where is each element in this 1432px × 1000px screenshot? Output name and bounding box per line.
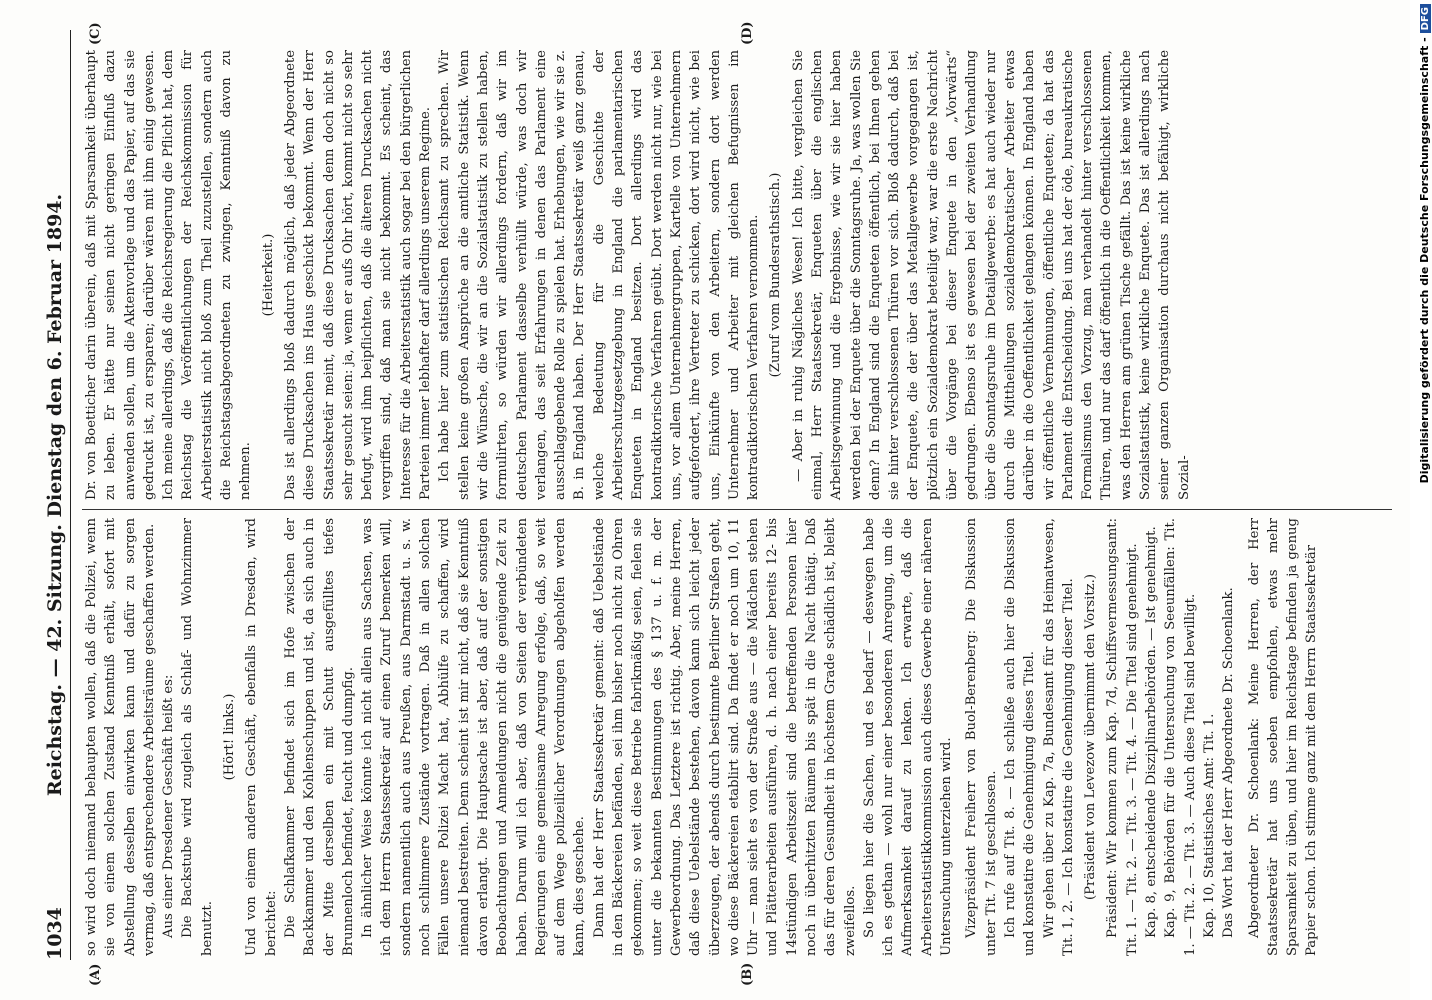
paragraph: Aus einer Dresdener Geschäft heißt es: bbox=[161, 674, 177, 938]
page-number: 1034 bbox=[44, 907, 66, 960]
paragraph: Und von einem anderen Geschäft, ebenfalls in Dresden, wird berichtet: bbox=[244, 518, 279, 956]
dfg-credit bbox=[1418, 4, 1432, 704]
quote: Die Schlafkammer befindet sich im Hofe zwischen der Backkammer und den Kohlenschuppen und ist, da sich auch in der Mitte derselben ein mit Schutt ausgefülltes tiefes Brunnenloch befindet, feucht und dumpfig. bbox=[282, 518, 356, 956]
page-header bbox=[30, 30, 71, 960]
running-title: Reichstag. — 42. Sitzung. Dienstag den 6. Februar 1894. bbox=[44, 193, 66, 797]
paragraph: so wird doch niemand behaupten wollen, daß die Polizei, wenn sie von einem solchen Zustand Kenntniß erhält, sofort mit Abstellung desselben einwirken kann und dafür zu sorgen vermag, daß entsprechendere Arbeitsräume geschaffen werden. bbox=[84, 518, 157, 956]
paragraph: Kap. 9, Behörden für die Untersuchung von Seeunfällen: Tit. 1. — Tit. 2. — Tit. 3. — Auch diese Titel sind bewilligt. bbox=[1163, 518, 1198, 956]
speaker-paragraph: Abgeordneter Dr. Schoenlank: Meine Herren, der Herr Staatssekretär hat uns soeben empfohlen, etwas mehr Sparsamkeit zu üben, und hier im Reichstage befinden ja genug Papier schon. Ich stimme ganz mit dem Herrn Staatssekretär bbox=[1246, 518, 1320, 956]
speaker-paragraph: Vizepräsident Freiherr von Buol-Berenberg: Die Diskussion unter Tit. 7 ist geschlossen. bbox=[964, 518, 999, 956]
paragraph: Ich rufe auf Tit. 8. — Ich schließe auch hier die Diskussion und konstatire die Genehmigung dieses Titel. bbox=[1002, 518, 1038, 956]
interjection: (Hört! links.) bbox=[222, 693, 238, 781]
speaker-paragraph: Präsident: Wir kommen zum Kap. 7d, Schiffsvermessungsamt: Tit. 1. — Tit. 2. — Tit. 3. — Tit. 4. — Die Titel sind genehmigt. bbox=[1105, 518, 1140, 956]
left-column bbox=[82, 518, 1392, 956]
paragraph: Wir gehen über zu Kap. 7a, Bundesamt für das Heimatwesen, Tit. 1, 2. — Ich konstatire die Genehmigung dieser Titel. bbox=[1041, 518, 1076, 956]
footer bbox=[1410, 0, 1430, 1000]
right-column bbox=[82, 50, 1392, 500]
paragraph: Dr. von Boetticher darin überein, daß mit Sparsamkeit überhaupt zu leben. Er hätte nur seinen nicht geringen Einfluß dazu anwenden sollen, um die Aktenvorlage und das Papier, auf das sie gedruckt ist, zu ersparen; darüber wären mit ihm einig gewesen. Ich meine allerdings, daß die Reichsregierung die Pflicht hat, dem Reichstag die Veröffentlichungen der Reichskommission für Arbeiterstatistik nicht bloß zum Theil zuzustellen, sondern auch die Reichstagsabgeordneten zu zwingen, Kenntniß davon zu nehmen. bbox=[84, 50, 254, 500]
paragraph: So liegen hier die Sachen, und es bedarf — deswegen habe ich es gethan — wohl nur einer besonderen Anregung, um die Aufmerksamkeit darauf zu lenken. Ich erwarte, daß die Arbeiterstatistikkommission auch dieses Gewerbe einer näheren Untersuchung unterziehen wird. bbox=[861, 518, 955, 956]
quote: Die Backstube wird zugleich als Schlaf- und Wohnzimmer benutzt. bbox=[180, 518, 215, 956]
margin-mark-a: (A) bbox=[88, 963, 103, 986]
paragraph: Dann hat der Herr Staatssekretär gemeint: daß Uebelstände in den Bäckereien befänden, sei ihm bisher noch nicht zu Ohren gekommen; so weit diese Betriebe fabrikmäßig seien, fielen sie unter die bekannten Bestimmungen des § 137 u. f. m. der Gewerbeordnung. Das Letztere ist richtig. Aber, meine Herren, daß diese Uebelstände bestehen, davon kann sich leicht jeder überzeugen, der abends durch bestimmte Berliner Straßen geht, wo diese Bäckereien etablirt sind. Da findet er noch um 10, 11 Uhr — man sieht es von der Straße aus — die Mädchen stehen und Plätterarbeiten ausführen, d. h. nach einer bereits 12- bis 14stündigen Arbeitszeit sind die betreffenden Personen hier noch in überhitzten Räumen bis spät in die Nacht thätig. Daß das für deren Gesundheit in höchstem Grade schädlich ist, bleibt zweifellos. bbox=[591, 518, 858, 956]
margin-mark-c: (C) bbox=[88, 22, 103, 45]
paragraph: Kap. 10, Statistisches Amt: Tit. 1. bbox=[1201, 713, 1217, 938]
interjection: (Zuruf vom Bundesrathstisch.) bbox=[768, 172, 784, 378]
paragraph: — Aber in ruhig Nägliches Wesen! Ich bitte, vergleichen Sie einmal, Herr Staatssekretär, Enqueten über die englischen Arbeitsgewinnung und die Ergebnisse, wie wir sie hier haben werden bei der Enquete über die Sonntagsruhe. Ja, was wollen Sie denn? In England sind die Enqueten öffentlich, bei Ihnen gehen sie hinter verschlossenen Thüren vor sich. Bloß dadurch, daß bei der Enquete, die der über das Metallgewerbe vorgegangen ist, plötzlich ein Sozialdemokrat beteiligt war, war die erste Nachricht über die Vorgänge bei dieser Enquete in den „Vorwärts“ gedrungen. Ebenso ist es gewesen bei der zweiten Verhandlung über die Sonntagsruhe im Detailgewerbe: es hat auch wieder nur durch die Mittheilungen sozialdemokratischer Arbeiter etwas darüber in die Oeffentlichkeit gelangen können. In England haben wir öffentliche Vernehmungen, öffentliche Enqueten; da hat das Parlament die Entscheidung. Bei uns hat der öde, bureaukratische Formalismus den Vorzug, man verhandelt hinter verschlossenen Thüren, und nur das darf öffentlich in die Oeffentlichkeit kommen, was den Herren am grünen Tische gefällt. Das ist keine wirkliche Sozialstatistik, keine wirkliche Enquete. Das ist allerdings nach seiner ganzen Organisation durchaus nicht befähigt, wirkliche Sozial- bbox=[790, 50, 1192, 500]
interjection: (Heiterkeit.) bbox=[260, 233, 276, 317]
paragraph: Kap. 8, entscheidende Disziplinarbehörden. — Ist genehmigt. bbox=[1144, 526, 1160, 938]
paragraph: Das Wort hat der Herr Abgeordnete Dr. Schoenlank. bbox=[1221, 587, 1237, 938]
paragraph: Das ist allerdings bloß dadurch möglich, daß jeder Abgeordnete diese Drucksachen ins Haus geschickt bekommt. Wenn der Herr Staatssekretär meint, daß diese Drucksachen denn doch nicht so sehr gesucht seien: ja, wenn er aufs Ohr hört, kommt nicht so sehr befugt, wird ihm beipflichten, daß die älteren Drucksachen nicht vergriffen sind, daß man sie nicht bekommt. Es scheint, das Interesse für die Arbeiterstatistik auch sogar bei den bürgerlichen Parteien immer lebhafter darf allerdings unserem Regime. bbox=[282, 50, 434, 500]
stage-direction: (Präsident von Levezow übernimmt den Vorsitz.) bbox=[1083, 574, 1099, 900]
margin-mark-b: (B) bbox=[740, 962, 755, 986]
margin-mark-d: (D) bbox=[740, 21, 755, 45]
credit-text: Digitalisierung gefördert durch die Deutsche Forschungsgemeinschaft - bbox=[1418, 37, 1431, 484]
paragraph: Ich habe hier zum statistischen Reichsamt zu sprechen. Wir stellen keine großen Ansprüche an die amtliche Statistik. Wenn wir die Wünsche, die wir an die Sozialstatistik zu stellen haben, formulirten, so würden wir allerdings fordern, daß wir im deutschen Parlament dasselbe verhüllt würde, was doch wir verlangen, das seit Erfahrungen in denen das Parlament eine ausschlaggebende Rolle zu spielen hat. Erhebungen, wie wir sie z. B. in England haben. Der Herr Staatssekretär weiß ganz genau, welche Bedeutung für die Geschichte der Arbeiterschutzgesetzgebung in England die parlamentarischen Enqueten in England besitzen. Dort allerdings wird das kontradiktorische Verfahren geübt. Dort werden nicht nur, wie bei uns, vor allem Unternehmergruppen, Kartelle von Unternehmern aufgefordert, ihre Vertreter zu schicken, dort wird nicht, wie bei uns, Einkünfte von den Arbeitern, sondern dort werden Unternehmer und Arbeiter mit gleichen Befugnissen im kontradiktorischen Verfahren vernommen. bbox=[437, 50, 762, 500]
dfg-logo: DFG bbox=[1420, 4, 1431, 33]
paragraph: In ähnlicher Weise könnte ich nicht allein aus Sachsen, was ich dem Herrn Staatssekretär auf einen Zuruf bemerken will, sondern namentlich auch aus Preußen, aus Darmstadt u. s. w. noch schlimmere Zustände vortragen. Daß in allen solchen Fällen unsere Polizei Macht hat, Abhülfe zu schaffen, wird niemand bestreiten. Denn scheint ist mir nicht, daß sie Kenntniß davon erlangt. Die Hauptsache ist aber, daß auf der sonstigen Beobachtungen und Anmeldungen nicht die genügende Zeit zu haben. Darum will ich aber, daß von Seiten der verbündeten Regierungen eine gemeinsame Anregung erfolge, daß, so weit auf dem Wege polizeilicher Verordnungen abgeholfen werden kann, dies geschehe. bbox=[360, 518, 588, 956]
column-divider bbox=[82, 509, 1392, 510]
